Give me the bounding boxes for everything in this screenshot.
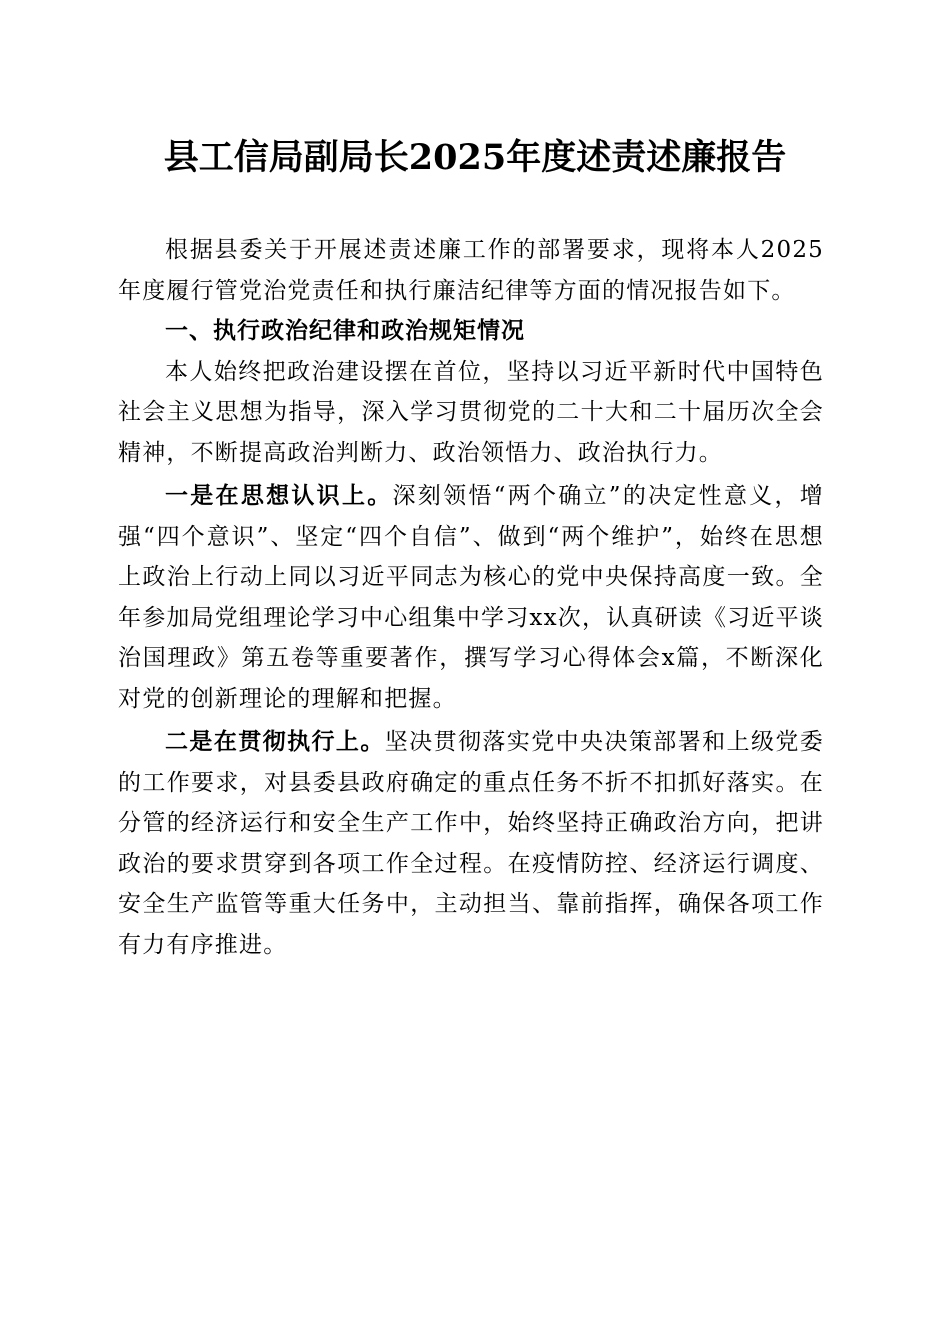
point-two-lead: 二是在贯彻执行上。 bbox=[165, 728, 385, 755]
point-one-paragraph bbox=[118, 476, 824, 719]
section-heading: 一、执行政治纪律和政治规矩情况 bbox=[165, 318, 525, 344]
document-body bbox=[118, 230, 824, 965]
point-two-text: 坚决贯彻落实党中央决策部署和上级党委的工作要求，对县委县政府确定的重点任务不折不扣抓好落实。在分管的经济运行和安全生产工作中，始终坚持正确政治方向，把讲政治的要求贯穿到各项工作全过程。在疫情防控、经济运行调度、安全生产监管等重大任务中，主动担当、靠前指挥，确保各项工作有力有序推进。 bbox=[118, 729, 824, 958]
intro-paragraph: 根据县委关于开展述责述廉工作的部署要求，现将本人2025年度履行管党治党责任和执行廉洁纪律等方面的情况报告如下。 bbox=[118, 237, 824, 304]
section-summary-paragraph: 本人始终把政治建设摆在首位，坚持以习近平新时代中国特色社会主义思想为指导，深入学习贯彻党的二十大和二十届历次全会精神，不断提高政治判断力、政治领悟力、政治执行力。 bbox=[118, 358, 824, 466]
point-one-text: 深刻领悟“两个确立”的决定性意义，增强“四个意识”、坚定“四个自信”、做到“两个维护”，始终在思想上政治上行动上同以习近平同志为核心的党中央保持高度一致。全年参加局党组理论学习中心组集中学习xx次，认真研读《习近平谈治国理政》第五卷等重要著作，撰写学习心得体会x篇，不断深化对党的创新理论的理解和把握。 bbox=[118, 483, 824, 712]
point-one-lead: 一是在思想认识上。 bbox=[165, 482, 393, 509]
document-title: 县工信局副局长2025年度述责述廉报告 bbox=[163, 137, 787, 178]
point-two-paragraph bbox=[118, 722, 824, 965]
